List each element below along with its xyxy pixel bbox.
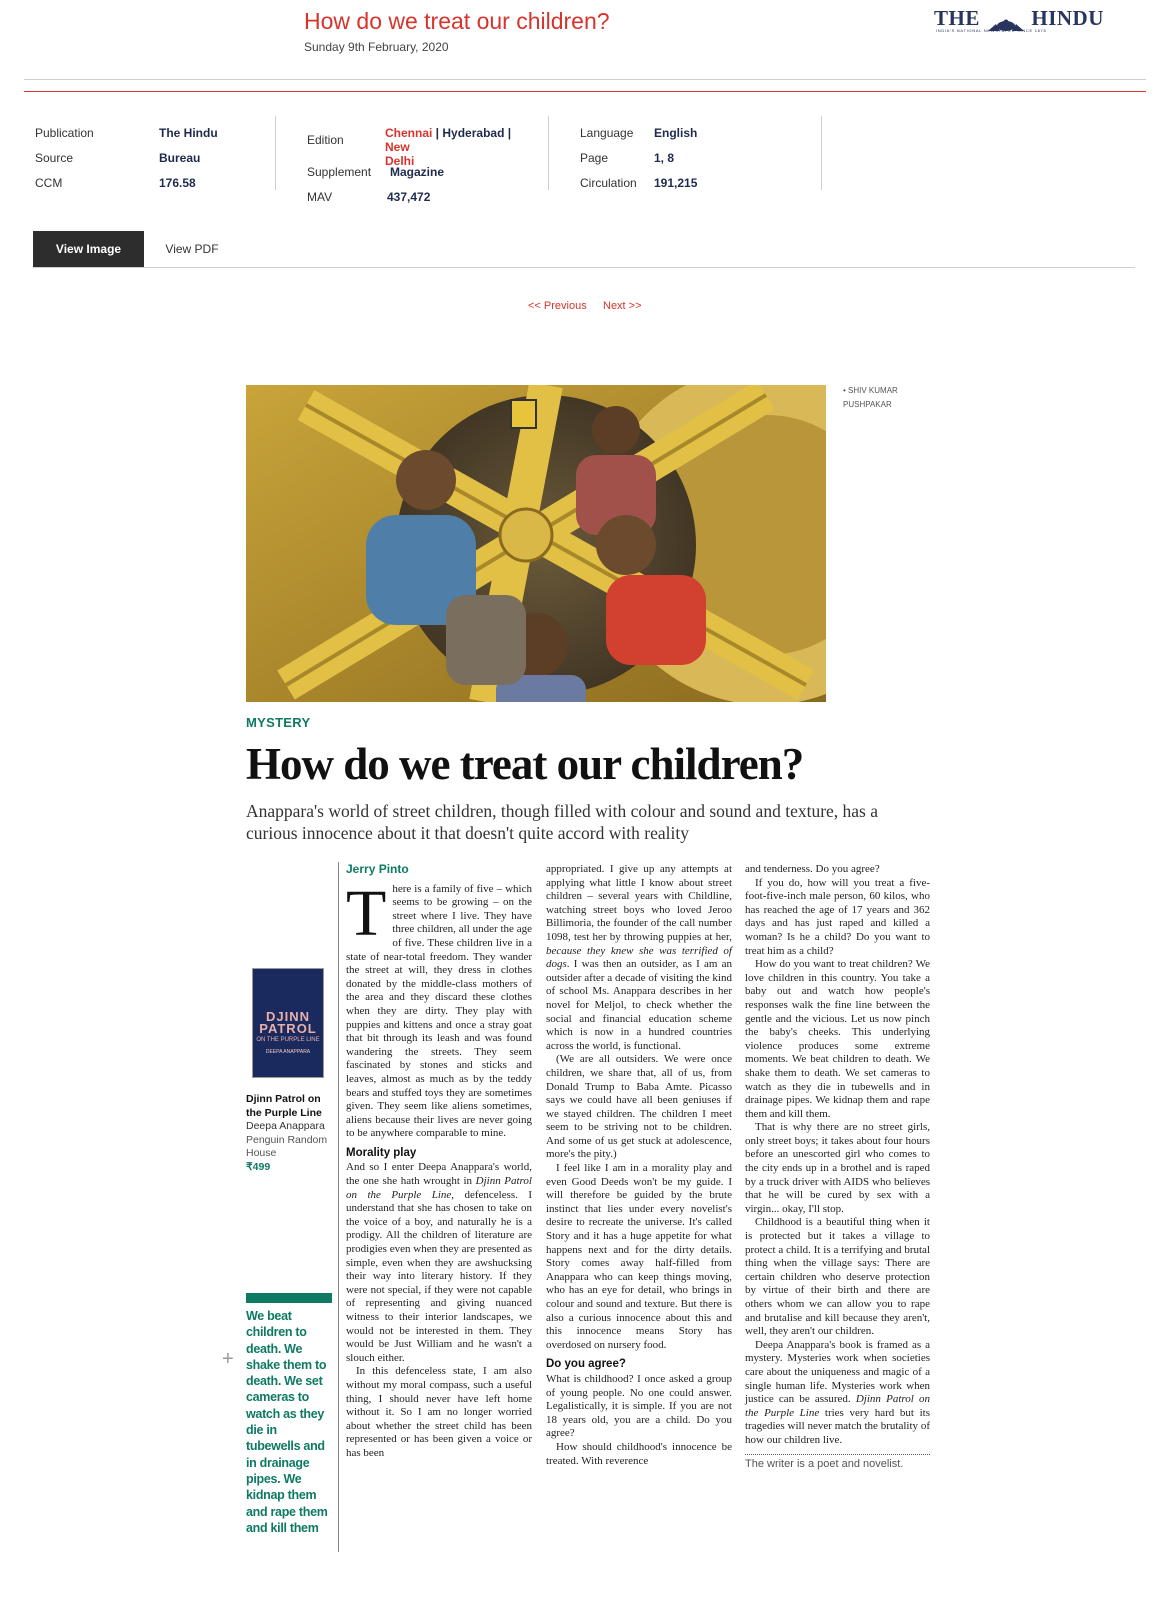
book-cover [252,968,324,1078]
supplement-value: Magazine [390,165,445,179]
language-value: English [654,126,698,140]
publication-value: The Hindu [159,126,218,140]
book-cover-author: DEEPA ANAPPARA [265,1049,311,1055]
paragraph: In this defenceless state, I am also without my moral compass, such a useful thing, I should never have left home without it. So I am no longer worried about whether the street child has been represented or has been given a voice or has been [346,1365,532,1459]
byline: Jerry Pinto [346,862,409,876]
tab-view-pdf[interactable]: View PDF [165,242,219,256]
page-value: 1, 8 [654,151,675,165]
meta-divider [548,116,549,190]
source-label: Source [35,151,74,165]
meta-divider [821,116,822,190]
book-cover-subtitle: ON THE PURPLE LINE [256,1037,320,1043]
header-divider [24,79,1146,80]
header-accent-divider [24,91,1146,92]
tab-view-image[interactable]: View Image [33,231,144,267]
meta-divider [275,116,276,190]
column-divider [338,862,339,1552]
paragraph: here is a family of five – which seems to be growing – on the street where I live. They have three children, all under the age of five. These children live in a state of near-total freedom. They wander the street at will, they dress in clothes donated by the middle-class mothers of the area and they discard these clothes when they are dirty. They play with puppies and kittens and once a stray goat that bit through its leash and was found wandering the streets. They seem fascinated by stones and sticks and leaves, almost as much as by the teddy bears and stuffed toys they are sometimes given. They seem like aliens sometimes, aliens because their lives are never going to be anywhere comparable to mine. [346,882,532,1140]
paragraph: That is why there are no street girls, only street boys; it takes about four hours before an unescorted girl who comes to the city ends up in a brothel and is raped by a truck driver with AIDS who believes that he will be cured by sex with a virgin... okay, I'll stop. [745,1121,930,1215]
paragraph: appropriated. I give up any attempts at applying what little I know about street children – several years with Childline, watching street boys who loved Jeroo Billimoria, the founder of the call number 1098, test her by throwing puppies at her, because they knew she was terrified of dogs. I was then an outsider, as I am an outsider after a decade of visiting the kind of school Ms. Anappara describes in her novel for Meljol, to check whether the social and financial education scheme which is now in a hundred countries across the world, is functional. [546,863,732,1052]
footnote-rule [745,1454,930,1455]
pull-quote: We beat children to death. We shake them to death. We set cameras to watch as they die in tubewells and in drainage pipes. We kidnap them and rape them and kill them [246,1309,328,1535]
ccm-value: 176.58 [159,176,196,190]
previous-link[interactable]: << Previous [528,300,587,312]
article-headline: How do we treat our children? [246,739,804,789]
pull-quote-bar [246,1293,332,1303]
article-column-2 [546,863,732,1468]
source-value: Bureau [159,151,201,165]
circulation-value: 191,215 [654,176,698,190]
paragraph: If you do, how will you treat a five-foot-five-inch male person, 60 kilos, who has reached the age of 17 years and 362 days and has just raped and killed a woman? Is he a child? Do you want to treat him as a child? [745,876,930,957]
paragraph: and tenderness. Do you agree? [745,863,880,875]
paragraph: How should childhood's innocence be treated. With reverence [546,1440,732,1467]
footnote: The writer is a poet and novelist. [745,1457,904,1470]
paragraph: And so I enter Deepa Anappara's world, the one she hath wrought in Djinn Patrol on the Purple Line, defenceless. I understand that she has chosen to take on the voice of a boy, and naturally he is a prodigy. All the children of literature are prodigies even when they are presented as simple, even when they are awshucksing their way into literary history. If they were not special, if they were not capable of representing and giving nuanced witness to their interior landscapes, we would not be interested in them. They would be Just William and he wasn't a slouch either. [346,1161,533,1364]
section-kicker: MYSTERY [246,715,311,730]
paragraph: (We are all outsiders. We were once children, we share that, all of us, from Donald Trump to Baba Amte. Picasso says we could have all been geniuses if we stayed children. The children I meet seem to be striving not to be children. And some of us get stuck at adolescence, more's the pity.) [546,1053,732,1161]
page-label: Page [580,151,609,165]
ccm-label: CCM [35,176,63,190]
photo-credit: • SHIV KUMAR PUSHPAKAR [843,386,898,409]
page-title: How do we treat our children? [304,8,610,34]
article-column-3 [745,863,930,1471]
mav-value: 437,472 [387,190,431,204]
book-info [246,1093,330,1174]
next-link[interactable]: Next >> [603,300,642,312]
article-column-1 [346,863,532,1461]
publication-label: Publication [35,126,94,140]
article-dek: Anappara's world of street children, though filled with colour and sound and texture, has a curious innocence about it that doesn't quite accord with reality [246,801,879,843]
paragraph: Childhood is a beautiful thing when it is protected but it takes a village to protect a child. It is a terrifying and brutal thing when the village says: There are certain children who deserve protection by virtue of their birth and there are others whom we can allow you to rape and brutalise and kill because they aren't, well, they aren't our children. [745,1216,930,1338]
the-hindu-logo: THE HINDU [934,6,1104,30]
book-cover-title: DJINN PATROL [259,1009,317,1036]
circulation-label: Circulation [580,176,637,190]
subheading: Do you agree? [546,1358,626,1371]
book-price: ₹499 [246,1160,271,1173]
edition-label: Edition [307,133,344,147]
article-photo [246,385,826,702]
publication-date: Sunday 9th February, 2020 [304,40,449,54]
paragraph: How do you want to treat children? We love children in this country. You take a baby out and watch how people's responses walk the fine line between the gentle and the vicious. Let us now pinch the baby's cheeks. This underlying violence produces some extreme moments. We beat children to death. We shake them to death. We set cameras to watch as they die in tubewells and in drainage pipes. We kidnap them and rape them and kill them. [745,958,930,1120]
paragraph: What is childhood? I once asked a group of young people. No one could answer. Legalistically, it is simple. If you are not 18 years old, you are a child. Do you agree? [546,1372,732,1440]
plus-icon: + [222,1348,234,1370]
book-title: Djinn Patrol on the Purple Line [246,1093,322,1119]
dropcap: T [346,876,387,950]
subheading: Morality play [346,1146,417,1159]
paragraph: Deepa Anappara's book is framed as a mystery. Mysteries work when societies care about the uniqueness and magic of a single human life. Mysteries work when justice can be assured. Djinn Patrol on the Purple Line tries very hard but its tragedies will never match the brutality of how our children live. [745,1338,930,1446]
book-author: Deepa Anappara [246,1120,325,1132]
book-publisher: Penguin Random House [246,1133,328,1159]
edition-value: Chennai | Hyderabad | New Delhi [385,126,512,168]
mav-label: MAV [307,190,333,204]
paragraph: I feel like I am in a morality play and even Good Deeds won't be my guide. I will therefore be guided by the brute instinct that lies under every novelist's desire to recreate the universe. It's called Story and it has a huge appetite for what happens next and for the dirty details. Story comes away half-filled from Anappara who can keep things moving, who has an eye for detail, who brings in colour and sound and texture. But there is also a curious innocence about this and this innocence means Story has overdosed on nursery food. [546,1162,732,1351]
supplement-label: Supplement [307,165,372,179]
logo-tagline: INDIA'S NATIONAL NEWSPAPER SINCE 1878 [936,28,1047,33]
language-label: Language [580,126,634,140]
emblem-icon [986,13,1026,27]
